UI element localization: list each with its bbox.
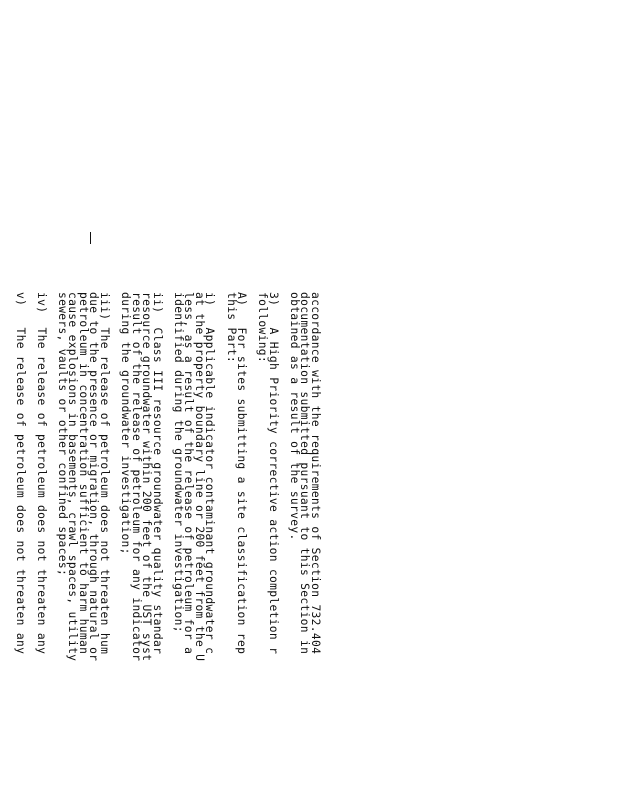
text-line: obtained as a result of the survey. (287, 292, 301, 541)
text-line: at the property boundary line or 200 feet from the U (192, 292, 206, 662)
text-line: identified during the groundwater investigation; (171, 292, 185, 633)
text-line: A) For sites submitting a site classification rep (235, 292, 249, 655)
text-line: due to the presence or migration, through natural or (87, 292, 101, 662)
text-line: cause explosions in basements, crawl spaces, utility (66, 292, 80, 662)
text-line: accordance with the requirements of Section 732.404 (309, 292, 322, 655)
text-line: iv) The release of petroleum does not threaten any (34, 292, 48, 655)
text-line: iii) The release of petroleum does not threaten hum (98, 292, 111, 655)
text-line: documentation submitted pursuant to this Section in (298, 292, 312, 655)
text-line: v) The release of petroleum does not threaten any (13, 292, 27, 655)
text-line: ii) Class III resource groundwater quality standar (150, 292, 164, 655)
text-line: resource groundwater within 200 feet of the UST syst (140, 292, 154, 662)
text-line: result of the release of petroleum for any indicator (129, 292, 143, 662)
text-line: less, as a result of the release of petroleum for a (182, 292, 196, 655)
margin-rule (90, 232, 91, 244)
text-line: during the groundwater investigation; (119, 292, 133, 555)
text-line: following: (256, 292, 270, 364)
text-line: petroleum in concentration sufficient to harm human (76, 292, 90, 655)
text-line: this Part: (224, 292, 238, 364)
text-line: sewers, vaults or other confined spaces; (55, 292, 69, 577)
text-line: i) Applicable indicator contaminant groundwater c (203, 292, 217, 655)
text-line: 3) A High Priority corrective action completion r (266, 292, 280, 655)
